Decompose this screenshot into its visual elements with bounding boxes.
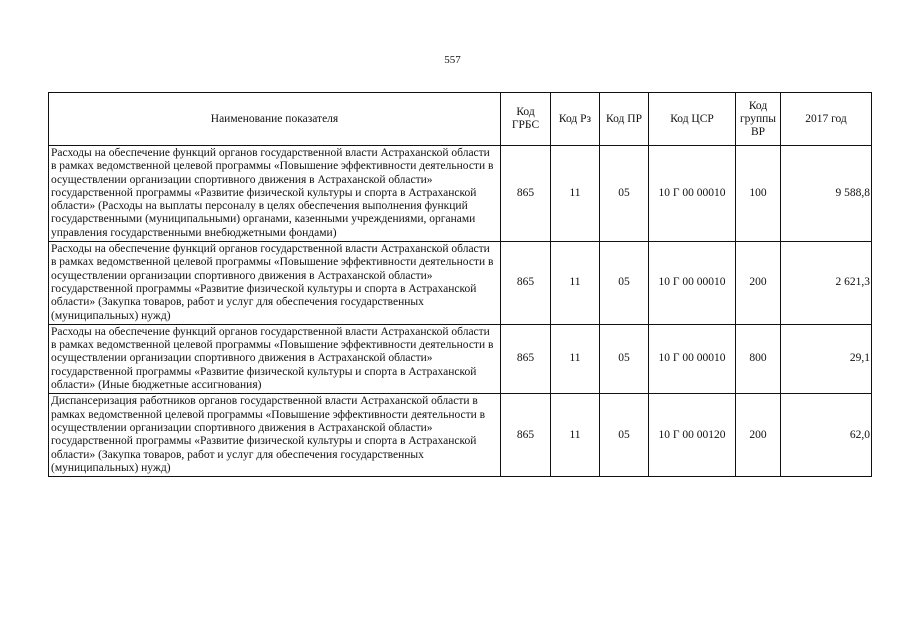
- table-row: [49, 146, 872, 242]
- table-row: [49, 242, 872, 325]
- row-name: Диспансеризация работников органов государственной власти Астраханской области в рамках ведомственной целевой программы «Повышение эффективности деятельности в осуществлении организации спортивного движения в Астраханской области» государственной программы «Развитие физической культуры и спорта в Астраханской области» (Закупка товаров, работ и услуг для обеспечения государственных (муниципальных) нужд): [49, 394, 501, 477]
- row-name: Расходы на обеспечение функций органов государственной власти Астраханской области в рамках ведомственной целевой программы «Повышение эффективности деятельности в осуществлении организации спортивного движения в Астраханской области» государственной программы «Развитие физической культуры и спорта в Астраханской области» (Иные бюджетные ассигнования): [49, 324, 501, 393]
- row-pr: 05: [600, 324, 649, 393]
- row-amount: 29,1: [781, 324, 872, 393]
- row-rz: 11: [551, 394, 600, 477]
- row-grbs: 865: [501, 394, 551, 477]
- row-pr: 05: [600, 394, 649, 477]
- row-vr: 200: [736, 394, 781, 477]
- row-csr: 10 Г 00 00010: [649, 324, 736, 393]
- row-rz: 11: [551, 146, 600, 242]
- budget-table: [48, 92, 872, 477]
- row-amount: 9 588,8: [781, 146, 872, 242]
- row-vr: 800: [736, 324, 781, 393]
- row-rz: 11: [551, 242, 600, 325]
- page-number: 557: [444, 54, 461, 66]
- header-csr-code: Код ЦСР: [649, 93, 736, 146]
- row-csr: 10 Г 00 00120: [649, 394, 736, 477]
- row-grbs: 865: [501, 324, 551, 393]
- header-year-2017: 2017 год: [781, 93, 872, 146]
- row-csr: 10 Г 00 00010: [649, 242, 736, 325]
- row-amount: 2 621,3: [781, 242, 872, 325]
- row-csr: 10 Г 00 00010: [649, 146, 736, 242]
- row-vr: 200: [736, 242, 781, 325]
- row-name: Расходы на обеспечение функций органов государственной власти Астраханской области в рамках ведомственной целевой программы «Повышение эффективности деятельности в осуществлении организации спортивного движения в Астраханской области» государственной программы «Развитие физической культуры и спорта в Астраханской области» (Закупка товаров, работ и услуг для обеспечения государственных (муниципальных) нужд): [49, 242, 501, 325]
- row-amount: 62,0: [781, 394, 872, 477]
- row-pr: 05: [600, 146, 649, 242]
- table-header-row: [49, 93, 872, 146]
- row-name: Расходы на обеспечение функций органов государственной власти Астраханской области в рамках ведомственной целевой программы «Повышение эффективности деятельности в осуществлении организации спортивного движения в Астраханской области» государственной программы «Развитие физической культуры и спорта в Астраханской области» (Расходы на выплаты персоналу в целях обеспечения выполнения функций государственными (муниципальными) органами, казенными учреждениями, органами управления государственными внебюджетными фондами): [49, 146, 501, 242]
- table-row: [49, 394, 872, 477]
- row-grbs: 865: [501, 242, 551, 325]
- row-vr: 100: [736, 146, 781, 242]
- header-grbs-code: Код ГРБС: [501, 93, 551, 146]
- table-row: [49, 324, 872, 393]
- header-rz-code: Код Рз: [551, 93, 600, 146]
- header-pr-code: Код ПР: [600, 93, 649, 146]
- header-vr-code: Код группы ВР: [736, 93, 781, 146]
- row-rz: 11: [551, 324, 600, 393]
- row-pr: 05: [600, 242, 649, 325]
- row-grbs: 865: [501, 146, 551, 242]
- header-indicator-name: Наименование показателя: [49, 93, 501, 146]
